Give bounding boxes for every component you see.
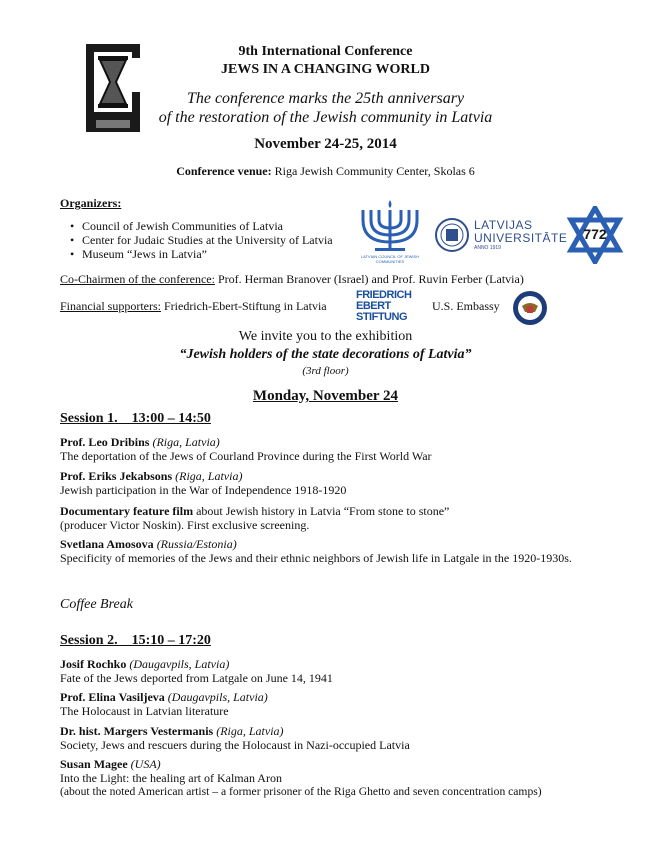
day-heading: Monday, November 24 [252,388,399,404]
university-seal-icon [434,217,470,253]
exhibition-floor: (3rd floor) [302,365,349,377]
talk-item [60,724,630,752]
cochairs-value: Prof. Herman Branover (Israel) and Prof. Ruvin Ferber (Latvia) [217,272,524,286]
fes-logo-line2: EBERT [356,300,391,312]
speaker-location: (Daugavpils, Latvia) [129,657,230,671]
university-logo-line1: LATVIJAS [474,218,533,232]
speaker-location: (Russia/Estonia) [156,537,237,551]
organizers-list [60,219,333,261]
list-item: • Council of Jewish Communities of Latvia [60,219,333,233]
talk-topic: Into the Light: the healing art of Kalman Aron [60,771,282,785]
museum-logo [566,206,624,264]
speaker-name: Prof. Leo Dribins [60,435,150,449]
speaker-location: (Riga, Latvia) [152,435,220,449]
talk-topic: (producer Victor Noskin). First exclusive screening. [60,518,310,532]
speaker-name: Josif Rochko [60,657,127,671]
conference-subtitle-line1: The conference marks the 25th anniversary [186,90,465,107]
fes-logo-line3: STIFTUNG [356,311,407,323]
supporters-value: Friedrich-Ebert-Stiftung in Latvia [163,299,327,313]
university-logo-line3: ANNO 1919 [474,245,501,251]
talk-item [60,435,630,463]
us-embassy-seal-icon [512,290,548,326]
film-label: Documentary feature film [60,504,194,518]
conference-title: 9th International Conference [238,44,413,59]
exhibition-invite: We invite you to the exhibition [238,329,413,344]
speaker-location: (Riga, Latvia) [216,724,284,738]
speaker-name: Svetlana Amosova [60,537,154,551]
speaker-name: Prof. Eriks Jekabsons [60,469,173,483]
talk-topic: Fate of the Jews deported from Latgale on June 14, 1941 [60,671,333,685]
venue-value: Riga Jewish Community Center, Skolas 6 [274,164,475,178]
exhibition-title: “Jewish holders of the state decorations of Latvia” [179,347,472,362]
talk-item [60,757,640,799]
talk-item [60,657,630,685]
session-2-title: Session 2. 15:10 – 17:20 [60,633,211,648]
talk-item [60,469,630,497]
conference-subtitle-line2: of the restoration of the Jewish community in Latvia [158,109,493,126]
speaker-location: (Riga, Latvia) [175,469,243,483]
fes-logo-line1: FRIEDRICH [356,289,412,301]
coffee-break: Coffee Break [60,597,133,612]
speaker-location: (USA) [130,757,161,771]
talk-item [60,690,630,718]
list-item: • Center for Judaic Studies at the University of Latvia [60,233,333,247]
museum-logo-text: 772 [583,226,607,242]
talk-topic: The deportation of the Jews of Courland Province during the First World War [60,449,432,463]
council-logo [355,196,425,266]
talk-topic: Jewish participation in the War of Independence 1918-1920 [60,483,347,497]
speaker-name: Prof. Elina Vasiljeva [60,690,165,704]
cochairs-label: Co-Chairmen of the conference: [60,272,215,286]
supporters-line [60,299,327,314]
speaker-name: Dr. hist. Margers Vestermanis [60,724,214,738]
talk-topic: Specificity of memories of the Jews and their ethnic neighbors of Jewish life in Latgale in the 1920-1930s. [60,551,572,565]
film-description: about Jewish history in Latvia “From stone to stone” [196,504,450,518]
speaker-location: (Daugavpils, Latvia) [167,690,268,704]
university-logo [434,214,568,256]
talk-topic: The Holocaust in Latvian literature [60,704,229,718]
talk-item [60,537,630,565]
conference-dates: November 24-25, 2014 [254,136,397,152]
talk-topic-note: (about the noted American artist – a former prisoner of the Riga Ghetto and seven concentration camps) [60,785,542,798]
conference-name: JEWS IN A CHANGING WORLD [220,62,430,77]
fes-logo [356,290,412,328]
council-logo-text: LATVIAN COUNCIL OF JEWISH COMMUNITIES [360,254,420,264]
university-logo-line2: UNIVERSITĀTE [474,231,568,245]
session-1-title: Session 1. 13:00 – 14:50 [60,411,211,426]
list-item: • Museum “Jews in Latvia” [60,247,333,261]
venue-label: Conference venue: [176,164,272,178]
cochairs-line [60,272,524,287]
embassy-seal [512,290,548,326]
conference-venue [0,164,651,179]
talk-topic: Society, Jews and rescuers during the Holocaust in Nazi-occupied Latvia [60,738,410,752]
supporters-label: Financial supporters: [60,299,161,313]
talk-item [60,504,630,532]
speaker-name: Susan Magee [60,757,128,771]
organizers-heading: Organizers: [60,196,122,210]
embassy-label: U.S. Embassy [432,299,500,313]
